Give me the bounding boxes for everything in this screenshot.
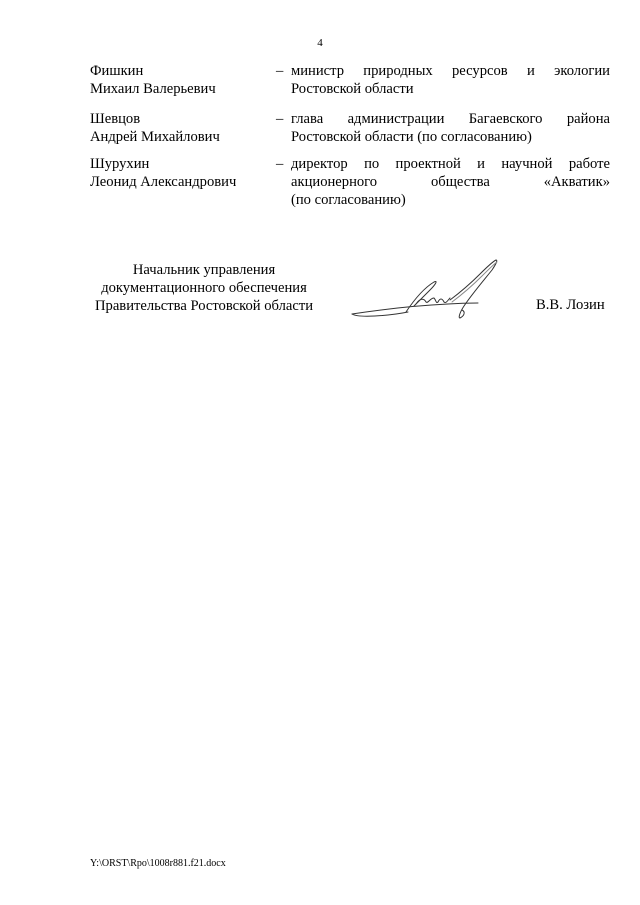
role-line: глава администрации Багаевского района [291,111,610,127]
dash-separator: – [276,156,284,172]
member-row [90,155,610,213]
signatory-position [88,261,320,315]
position-line: Правительства Ростовской области [94,298,314,314]
member-given-names: Михаил Валерьевич [90,81,216,97]
role-line: акционерного общества «Акватик» [291,174,610,190]
file-path-footer: Y:\ORST\Rpo\1008r881.f21.docx [90,858,226,869]
member-name [90,110,260,146]
role-line: Ростовской области (по согласованию) [291,129,532,145]
member-surname: Фишкин [90,63,144,79]
page-number: 4 [317,37,323,49]
member-given-names: Леонид Александрович [90,174,237,190]
member-row [90,62,610,102]
position-line: Начальник управления [132,262,276,278]
member-name [90,155,260,191]
signer-name: В.В. Лозин [536,297,605,313]
member-name [90,62,260,98]
role-line: директор по проектной и научной работе [291,156,610,172]
member-surname: Шурухин [90,156,150,172]
member-role [291,110,610,146]
role-line: министр природных ресурсов и экологии [291,63,610,79]
member-given-names: Андрей Михайлович [90,129,220,145]
member-role [291,62,610,98]
position-line: документационного обеспечения [101,280,307,296]
member-surname: Шевцов [90,111,141,127]
role-line: (по согласованию) [291,192,406,208]
handwritten-signature-icon [348,256,508,322]
member-row [90,110,610,150]
member-role [291,155,610,209]
role-line: Ростовской области [291,81,414,97]
dash-separator: – [276,111,284,127]
dash-separator: – [276,63,284,79]
